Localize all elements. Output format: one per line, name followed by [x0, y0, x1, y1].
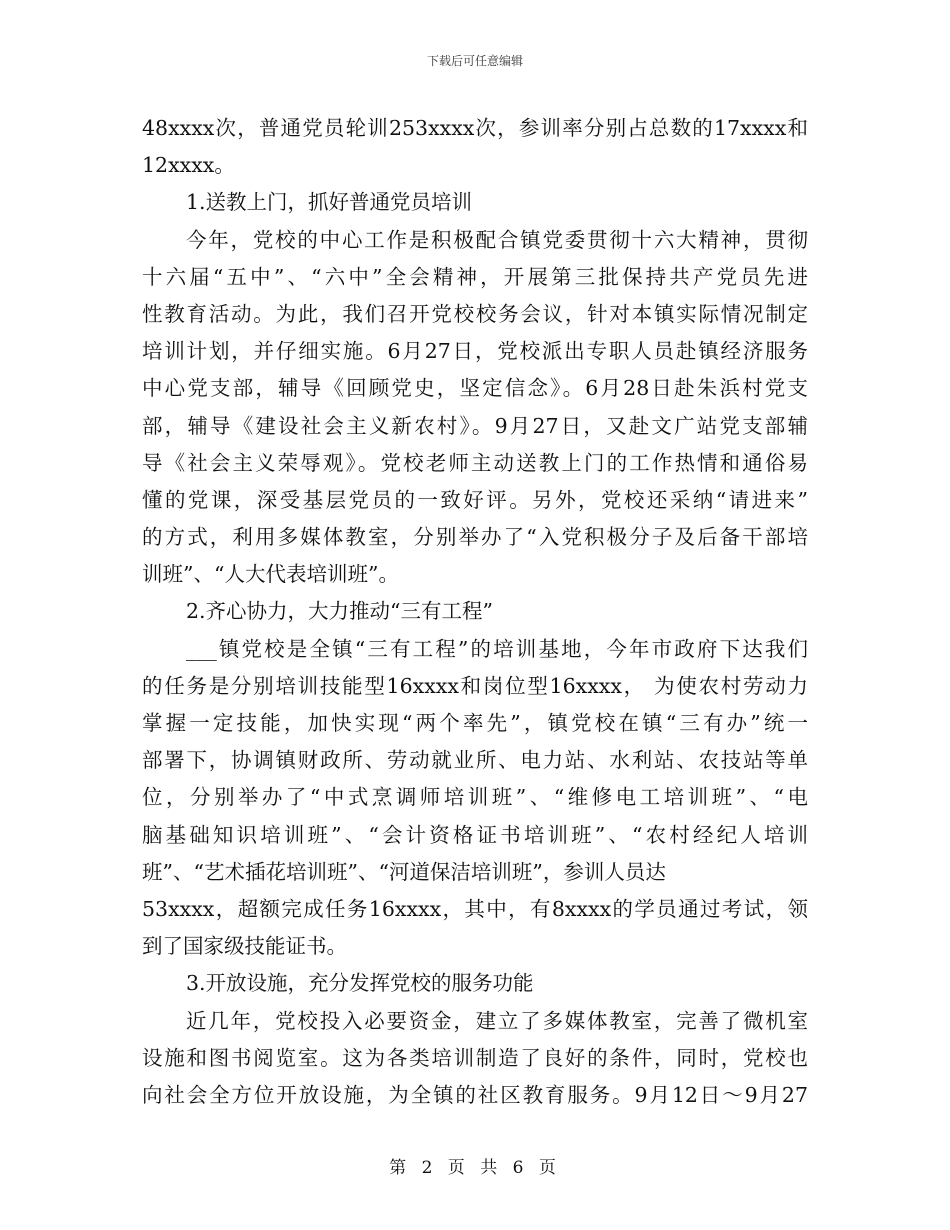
text-line: 到了国家级技能证书。	[142, 934, 347, 959]
text-line: 3.开放设施，充分发挥党校的服务功能	[186, 971, 534, 996]
text-line: 掌握一定技能，加快实现“两个率先”，镇党校在镇“三有办”统一	[142, 711, 808, 735]
text-line: 部，辅导《建设社会主义新农村》。9月27日，又赴文广站党支部辅	[142, 413, 808, 438]
text-line: 十六届“五中”、“六中”全会精神，开展第三批保持共产党员先进	[142, 264, 808, 289]
text-line: 1.送教上门，抓好普通党员培训	[186, 190, 473, 215]
text-line: 训班”、“人大代表培训班”。	[142, 562, 399, 587]
page-footer: 第 2 页 共 6 页	[389, 1158, 561, 1178]
text-line: 培训计划，并仔细实施。6月27日，党校派出专职人员赴镇经济服务	[142, 339, 808, 364]
text-line: 今年，党校的中心工作是积极配合镇党委贯彻十六大精神，贯彻	[186, 227, 808, 252]
text-line: 48xxxx次，普通党员轮训253xxxx次，参训率分别占总数的17xxxx和	[142, 116, 808, 140]
text-line: 12xxxx。	[142, 153, 235, 178]
text-line: 的任务是分别培训技能型16xxxx和岗位型16xxxx， 为使农村劳动力	[142, 673, 808, 698]
text-line: 部署下，协调镇财政所、劳动就业所、电力站、水利站、农技站等单	[142, 748, 808, 773]
text-line: 设施和图书阅览室。这为各类培训制造了良好的条件，同时，党校也	[142, 1045, 808, 1070]
text-line: 导《社会主义荣辱观》。党校老师主动送教上门的工作热情和通俗易	[142, 450, 808, 475]
document-body	[142, 110, 808, 1114]
text-line: 53xxxx，超额完成任务16xxxx，其中，有8xxxx的学员通过考试，领	[142, 896, 808, 921]
text-line: 近几年，党校投入必要资金，建立了多媒体教室，完善了微机室	[186, 1008, 808, 1033]
text-line: 脑基础知识培训班”、“会计资格证书培训班”、“农村经纪人培训	[142, 822, 808, 847]
page-header: 下载后可任意编辑	[426, 54, 523, 68]
text-line: 懂的党课，深受基层党员的一致好评。另外，党校还采纳“请进来”	[142, 487, 808, 512]
text-line: ___镇党校是全镇“三有工程”的培训基地，今年市政府下达我们	[186, 636, 808, 661]
text-line: 位，分别举办了“中式烹调师培训班”、“维修电工培训班”、“电	[142, 785, 808, 810]
text-line: 向社会全方位开放设施，为全镇的社区教育服务。9月12日～9月27	[142, 1082, 808, 1107]
text-line: 班”、“艺术插花培训班”、“河道保洁培训班”，参训人员达	[142, 859, 666, 884]
text-line: 性教育活动。为此，我们召开党校校务会议，针对本镇实际情况制定	[142, 301, 808, 326]
text-line: 中心党支部，辅导《回顾党史，坚定信念》。6月28日赴朱浜村党支	[142, 376, 808, 401]
text-line: 2.齐心协力，大力推动“三有工程”	[186, 599, 494, 624]
text-line: 的方式，利用多媒体教室，分别举办了“入党积极分子及后备干部培	[142, 525, 808, 550]
